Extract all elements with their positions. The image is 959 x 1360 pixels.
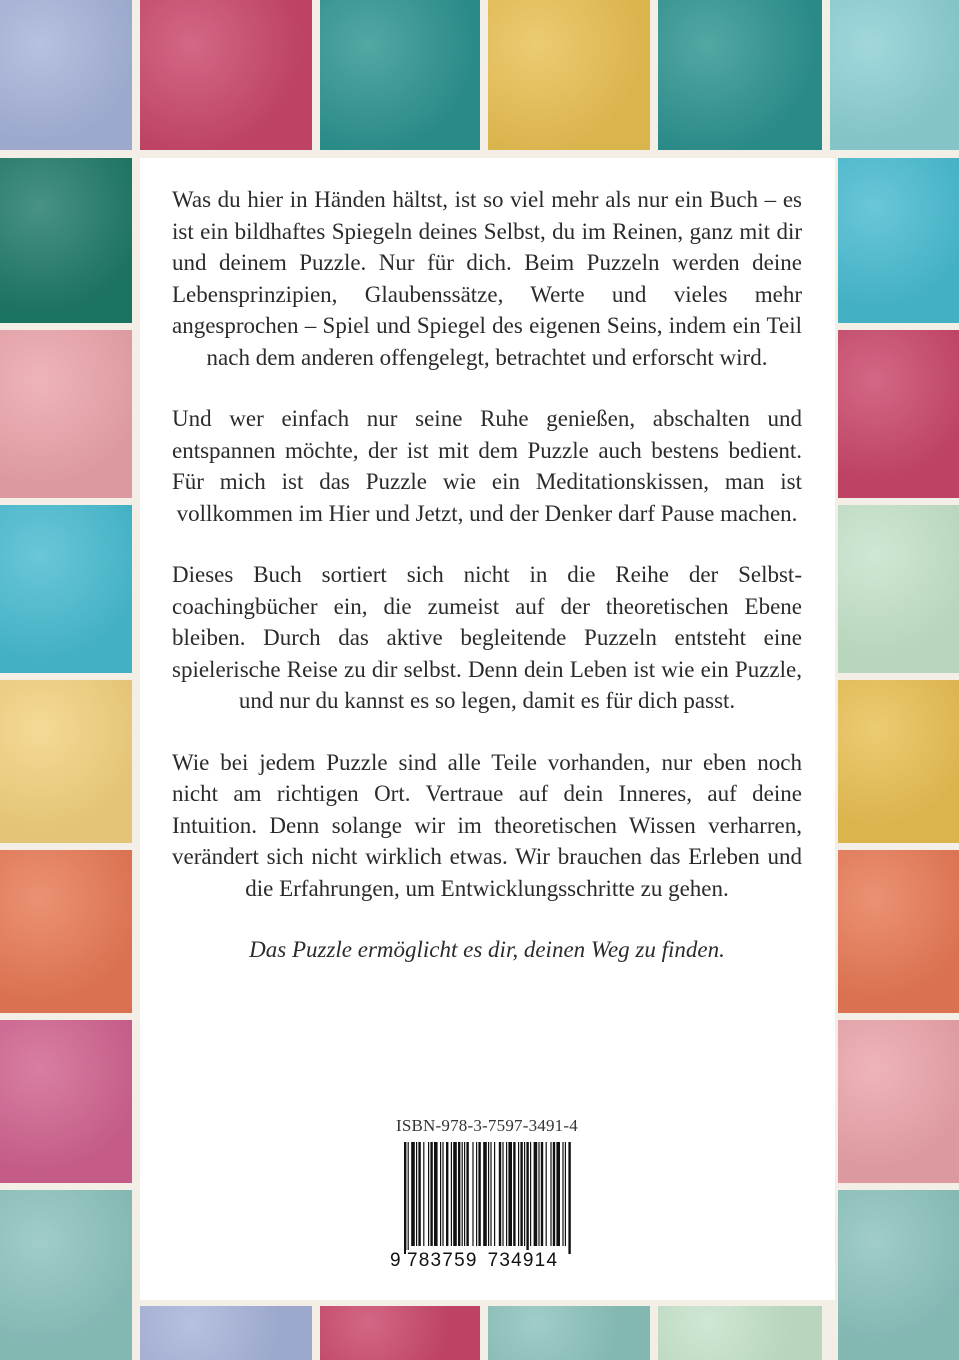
tile-right-7: [838, 1020, 959, 1183]
tile-top-1: [140, 0, 312, 150]
tile-right-5: [838, 680, 959, 843]
barcode-bar: [562, 1142, 563, 1246]
barcode-bar: [488, 1142, 489, 1246]
barcode-bar: [418, 1142, 420, 1246]
tile-left-6: [0, 850, 132, 1013]
tile-right-4: [838, 505, 959, 673]
barcode-bar: [541, 1142, 543, 1246]
tile-left-8: [0, 1190, 132, 1360]
barcode-bar: [546, 1142, 547, 1246]
barcode-bar: [462, 1142, 463, 1246]
barcode-bar: [518, 1142, 519, 1246]
barcode-bar: [490, 1142, 491, 1246]
tile-bottom-3: [488, 1306, 650, 1360]
barcode-bar: [526, 1142, 528, 1254]
blurb-text: [172, 184, 802, 966]
barcode-bar: [550, 1142, 551, 1246]
barcode-bar: [458, 1142, 460, 1246]
paragraph-4: Wie bei jedem Puzzle sind alle Teile vorhanden, nur eben noch nicht am richtigen Ort. Vertraue auf dein Inneres, auf deine Intuition. Denn solange wir im theoretischen Wissen verharren, verändert sich nicht wirklich etwas. Wir brauchen das Erleben und die Erfahrungen, um Entwicklungsschritte zu gehen.: [172, 749, 802, 901]
barcode-bar: [430, 1142, 432, 1246]
barcode-bar: [538, 1142, 539, 1246]
barcode-bar: [553, 1142, 555, 1246]
barcode-bar: [428, 1142, 429, 1246]
barcode-bar: [513, 1142, 515, 1246]
barcode-bar: [565, 1142, 566, 1246]
tile-left-5: [0, 680, 132, 843]
barcode-digits: [390, 1250, 580, 1272]
barcode-right-digits: 734914: [487, 1250, 559, 1271]
barcode-bar: [404, 1142, 406, 1254]
tile-left-4: [0, 505, 132, 673]
barcode-bar: [472, 1142, 473, 1246]
tile-bottom-1: [140, 1306, 312, 1360]
barcode-bar: [476, 1142, 477, 1246]
barcode-first-digit: 9: [390, 1250, 402, 1271]
barcode-bar: [451, 1142, 452, 1246]
tile-top-2: [320, 0, 480, 150]
tile-right-6: [838, 850, 959, 1013]
tagline: Das Puzzle ermöglicht es dir, deinen Weg zu finden.: [249, 937, 725, 962]
barcode-bar: [499, 1142, 501, 1246]
tile-left-2: [0, 158, 132, 323]
barcode-bar: [464, 1142, 465, 1246]
barcode-bar: [506, 1142, 507, 1246]
paragraph-3: Dieses Buch sortiert sich nicht in die Reihe der Selbstcoachingbücher ein, die zumeist auf der theoretischen Ebene bleiben. Durch das aktive begleitende Puzzeln entsteht eine spielerische Reise zu dir selbst. Denn dein Leben ist wie ein Puzzle, und nur du kannst es so legen, damit es für dich passt.: [172, 562, 802, 713]
barcode-bar: [520, 1142, 522, 1246]
barcode-bar: [446, 1142, 448, 1246]
tile-left-1: [0, 0, 132, 150]
barcode-bar: [416, 1142, 417, 1246]
barcode-bar: [440, 1142, 441, 1246]
isbn-label: ISBN-978-3-7597-3491-4: [396, 1116, 578, 1135]
tile-bottom-4: [658, 1306, 822, 1360]
tile-top-3: [488, 0, 650, 150]
barcode-bar: [478, 1142, 480, 1246]
barcode-bar: [494, 1142, 495, 1246]
barcode-bar: [524, 1142, 525, 1246]
barcode-left-digits: 783759: [407, 1250, 478, 1271]
tile-bottom-2: [320, 1306, 480, 1360]
barcode-bar: [530, 1142, 531, 1246]
tile-right-3: [838, 330, 959, 498]
tile-top-4: [658, 0, 822, 150]
barcode-bar: [434, 1142, 438, 1246]
tile-right-2: [838, 158, 959, 323]
tile-top-5: [830, 0, 959, 150]
barcode-bar: [556, 1142, 560, 1246]
barcode-bar: [502, 1142, 503, 1246]
paragraph-1: Was du hier in Händen hältst, ist so viel mehr als nur ein Buch – es ist ein bildhaftes Spiegeln deines Selbst, du im Reinen, ganz mit dir und deinem Puzzle. Nur für dich. Beim Puzzeln werden deine Lebensprinzipien, Glaubenssätze, Werte und vieles mehr angesprochen – Spiel und Spiegel des eigenen Seins, indem ein Teil nach dem anderen offengelegt, betrachtet und erforscht wird.: [172, 187, 802, 370]
barcode-bar: [466, 1142, 468, 1246]
barcode-bar: [442, 1142, 443, 1246]
tile-right-8: [838, 1190, 959, 1360]
barcode-bar: [411, 1142, 415, 1246]
barcode-bar: [534, 1142, 538, 1246]
barcode-bar: [408, 1142, 409, 1254]
barcode-bar: [568, 1142, 570, 1254]
tile-left-3: [0, 330, 132, 498]
barcode-bar: [483, 1142, 487, 1246]
barcode-bar: [508, 1142, 512, 1246]
paragraph-2: Und wer einfach nur seine Ruhe genießen, abschalten und entspannen möchte, der ist mit dem Puzzle auch bestens bedient. Für mich ist das Puzzle wie ein Meditationskissen, man ist vollkommen im Hier und Jetzt, und der Denker darf Pause machen.: [172, 406, 802, 526]
barcode-bar: [423, 1142, 424, 1246]
barcode-bar: [453, 1142, 457, 1246]
tile-left-7: [0, 1020, 132, 1183]
